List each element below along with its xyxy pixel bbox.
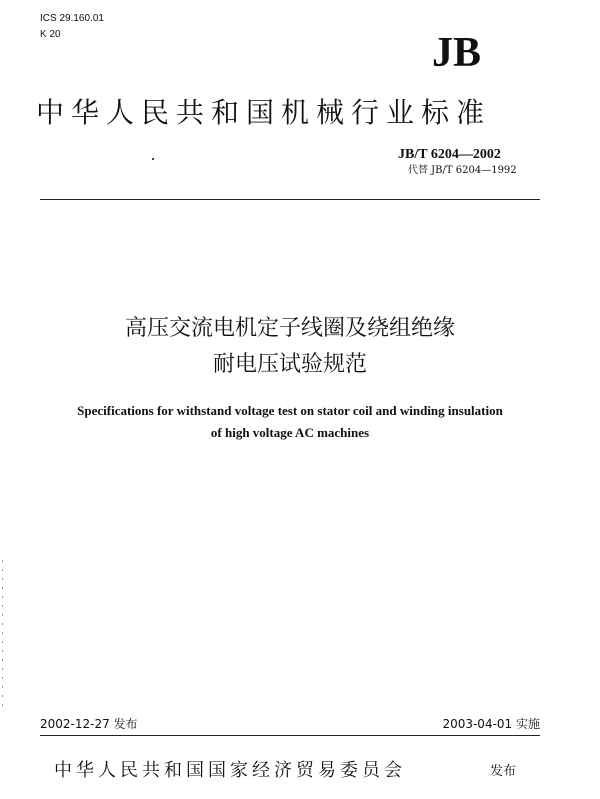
bottom-divider xyxy=(40,735,540,736)
title-en-line2: of high voltage AC machines xyxy=(210,425,370,440)
standard-type-heading: 中华人民共和国机械行业标准 xyxy=(36,96,492,129)
title-en-line1: Specifications for withstand voltage test on stator coil and winding insulation xyxy=(77,403,503,418)
title-cn-line2: 耐电压试验规范 xyxy=(212,352,367,377)
title-cn-line1: 高压交流电机定子线圈及绕组绝缘 xyxy=(124,316,455,341)
issue-date: 2002-12-27 发布 xyxy=(40,717,138,731)
top-divider xyxy=(40,199,540,200)
implementation-date: 2003-04-01 实施 xyxy=(442,717,540,731)
scan-dot xyxy=(152,158,154,160)
issuing-authority: 中华人民共和国国家经济贸易委员会 xyxy=(54,760,406,781)
publish-label: 发布 xyxy=(490,764,517,779)
standard-number: JB/T 6204—2002 xyxy=(398,147,501,162)
jb-logo: JB xyxy=(432,30,482,76)
replaces-standard: 代替 JB/T 6204—1992 xyxy=(408,165,517,176)
scan-edge-marks xyxy=(2,560,3,710)
ccs-code: K 20 xyxy=(40,29,61,40)
ics-code: ICS 29.160.01 xyxy=(40,13,104,24)
